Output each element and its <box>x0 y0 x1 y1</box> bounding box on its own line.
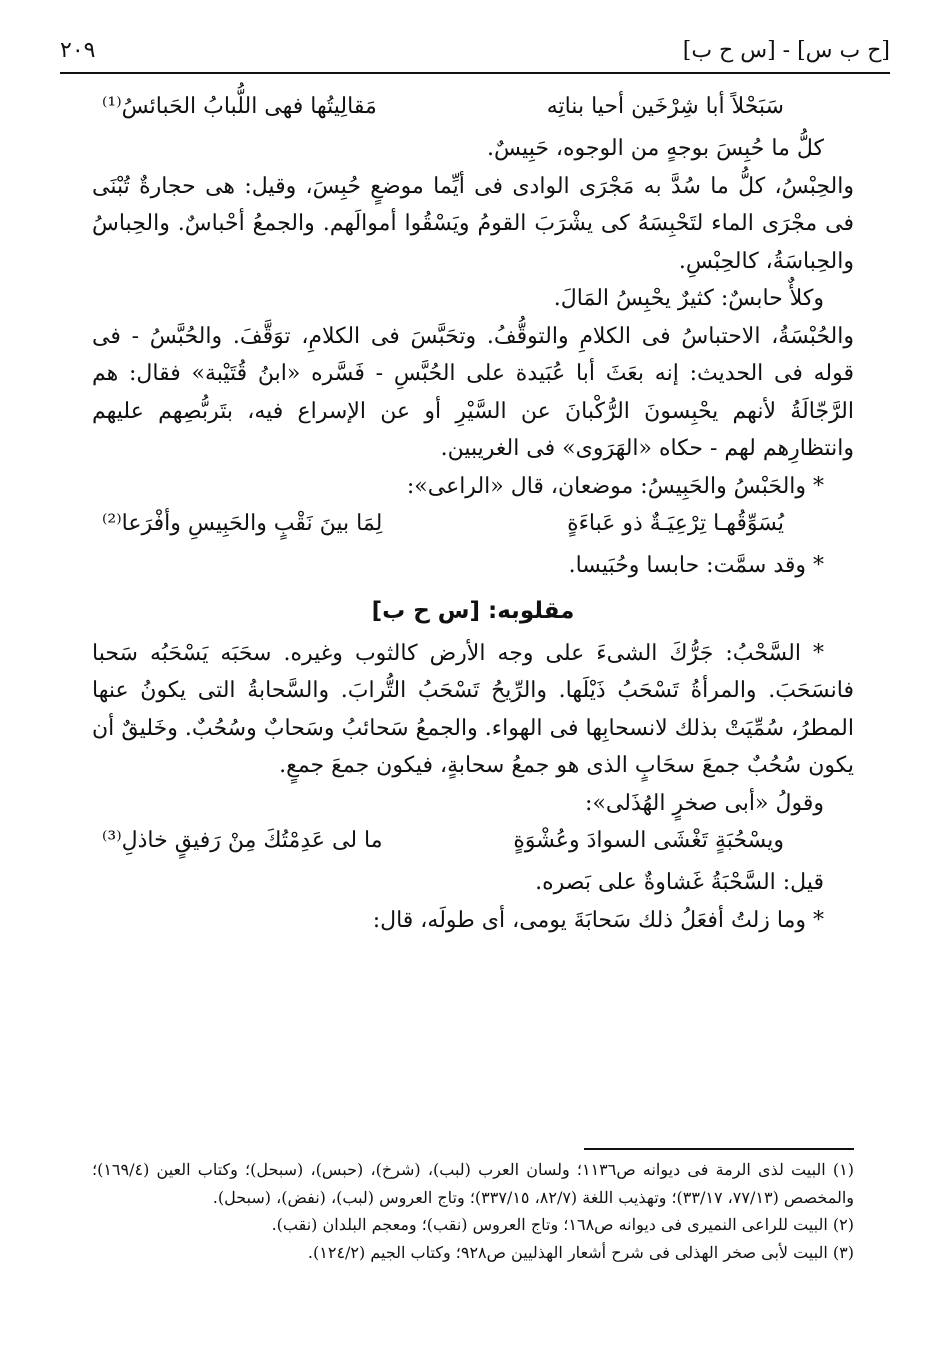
paragraph-5: * والحَبْسُ والحَبِيسُ: موضعان، قال «الراعى»: <box>406 473 824 499</box>
page-number: ٢٠٩ <box>60 38 96 63</box>
paragraph-8: وقولُ «أبى صخرٍ الهُذَلى»: <box>585 790 824 816</box>
paragraph-10: * وما زلتُ أفعَلُ ذلك سَحابَةَ يومى، أى طولَه، قال: <box>372 907 824 933</box>
footnote-2: (٢) البيت للراعى النميرى فى ديوانه ص١٦٨؛ وتاج العروس (نقب)؛ ومعجم البلدان (نقب). <box>271 1215 854 1234</box>
verse-3-hemistich-2: ما لى عَدِمْتُكَ مِنْ رَفيقٍ خاذلِ⁽³⁾ <box>102 828 383 853</box>
paragraph-1: كلُّ ما حُبِسَ بوجهٍ من الوجوه، حَبِيسٌ. <box>487 136 824 161</box>
footnote-rule <box>584 1148 854 1150</box>
paragraph-3: وكلأٌ حابسٌ: كثيرٌ يحْبِسُ المَالَ. <box>553 286 824 311</box>
paragraph-6: * وقد سمَّت: حابسا وحُبَيسا. <box>568 553 824 578</box>
main-text <box>92 88 854 939</box>
verse-2-hemistich-2: لِمَا بينَ نَقْبٍ والحَبِيسِ وأفْرَعا⁽²⁾ <box>102 511 383 536</box>
footnote-1: (١) البيت لذى الرمة فى ديوانه ص١١٣٦؛ ولسان العرب (لبب)، (شرخ)، (حبس)، (سبحل)؛ وكتاب العين (١٦٩/٤)؛ والمخصص (٧٧/١٣، ٣٣/١٧)؛ وتهذيب اللغة (٨٢/٧، ٣٣٧/١٥)؛ وتاج العروس (لبب)، (نفض)، (سبحل). <box>92 1160 854 1207</box>
page-header <box>60 34 890 68</box>
verse-3-hemistich-1: ويسْحُبَةٍ تَغْشَى السوادَ وعُشْوَةٍ <box>513 828 784 853</box>
verse-1-hemistich-2: مَقالِيتُها فهى اللُّبابُ الحَبائسُ⁽¹⁾ <box>102 94 377 119</box>
running-head: [ح ب س] - [س ح ب] <box>682 38 890 63</box>
footnotes <box>92 1156 854 1266</box>
verse-2 <box>92 505 854 547</box>
paragraph-2: والحِبْسُ، كلُّ ما سُدَّ به مَجْرَى الوادى فى أيِّما موضعٍ حُبِسَ، وقيل: هى حجارةٌ تُبْنَى فى مجْرَى الماء لتَحْبِسَهُ كى يشْرَبَ القومُ ويَسْقُوا أموالَهم. والجمعُ أحْباسٌ. والحِباسُ والحِباسَةُ، كالحِبْسِ. <box>92 173 854 274</box>
footnote-3: (٣) البيت لأبى صخر الهذلى فى شرح أشعار الهذليين ص٩٢٨؛ وكتاب الجيم (١٢٤/٢). <box>307 1242 854 1262</box>
header-rule <box>60 72 890 74</box>
paragraph-9: قيل: السَّحْبَةُ غَشاوةٌ على بَصره. <box>535 870 824 895</box>
paragraph-4: والحُبْسَةُ، الاحتباسُ فى الكلامِ والتوقُّفُ. وتحَبَّسَ فى الكلامِ، توَقَّفَ. والحُبَّسُ - فى قوله فى الحديث: إنه بعَثَ أبا عُبَيدة على الحُبَّسِ - فَسَّره «ابنُ قُتَيْبة» فقال: هم الرَّجّالَةُ لأنهم يحْبِسونَ الرُّكْبانَ عن السَّيْرِ أو عن الإسراع فيه، بتَربُّصِهم عليهم وانتظارِهم لهم - حكاه «الهَرَوى» فى الغريبين. <box>92 323 854 461</box>
verse-2-hemistich-1: يُسَوِّقُهـا تِرْعِيَـةٌ ذو عَباءَةٍ <box>567 511 784 536</box>
verse-1-hemistich-1: سَبَحْلاً أبا شِرْخَين أحيا بناتِه <box>546 94 784 119</box>
verse-1 <box>92 88 854 130</box>
paragraph-7: * السَّحْبُ: جَرُّكَ الشىءَ على وجه الأرض كالثوب وغيره. سحَبَه يَسْحَبُه سَحبا فانسَحَبَ. والمرأةُ تَسْحَبُ ذَيْلَها. والرِّيحُ تَسْحَبُ التُّرابَ. والسَّحابةُ التى يكونُ عنها المطرُ، سُمِّيَتْ بذلك لانسحابِها فى الهواء. والجمعُ سَحائبُ وسَحابٌ وسُحُبٌ. وخَليقٌ أن يكون سُحُبٌ جمعَ سحَابٍ الذى هو جمعُ سحابةٍ، فيكون جمعَ جمعٍ. <box>92 640 854 778</box>
verse-3 <box>92 822 854 864</box>
section-heading: مقلوبه: [س ح ب] <box>371 597 575 624</box>
